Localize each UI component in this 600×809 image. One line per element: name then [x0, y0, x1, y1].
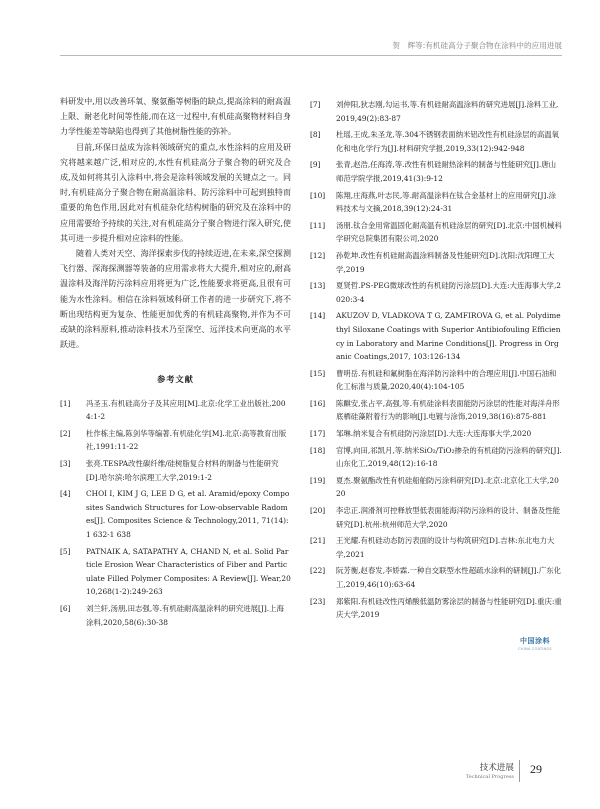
reference-text: 汤朋.钛合金用常温固化耐高温有机硅涂层的研究[D].北京:中国机械科学研究总院集团有限公司,2020: [336, 220, 562, 244]
reference-item: [310, 504, 562, 531]
reference-number: [4]: [60, 489, 71, 499]
reference-text: 刘兰轩,汤朋,田志强,等.有机硅耐高温涂料的研究进展[J].上海涂料,2020,58(6):30-38: [86, 603, 284, 627]
reference-item: [310, 397, 562, 424]
reference-item: [60, 545, 291, 599]
references-title: 参考文献: [157, 374, 194, 385]
reference-item: [60, 602, 291, 629]
logo-mark: 中国涂料: [520, 637, 550, 645]
reference-item: [60, 487, 291, 541]
reference-item: [310, 534, 562, 561]
reference-text: 官博,向田,祁凯月,等.纳米SiO₂/TiO₂掺杂的有机硅防污涂料的研究[J].山东化工,2019,48(12):16-18: [336, 445, 562, 469]
reference-number: [18]: [310, 445, 326, 455]
reference-text: 阮芳衡,赵春发,李娇霖.一种自交联型水性超疏水涂料的研制[J].广东化工,2019,46(10):63-64: [336, 566, 562, 589]
reference-text: 陈翔,庄海燕,叶志民,等.耐高温涂料在钛合金基材上的应用研究[J].涂料技术与文摘,2018,39(12):24-31: [336, 190, 557, 214]
reference-number: [17]: [310, 429, 326, 439]
logo-subtitle: CHINA COATINGS: [518, 647, 552, 651]
reference-item: [310, 189, 562, 216]
reference-text: 张青,赵浩,任海涛,等.改性有机硅耐热涂料的制备与性能研究[J].唐山师范学院学报,2019,41(3):9-12: [336, 160, 557, 183]
reference-item: [310, 427, 562, 441]
reference-text: 张亮.TESPA改性碳纤维/硅树脂复合材料的制备与性能研究[D].哈尔滨:哈尔滨理工大学,2019:1-2: [86, 459, 279, 482]
body-paragraph-2: 目前,环保日益成为涂料领域研究的重点,水性涂料的应用及研究将越来越广泛,相对应的,水性有机硅高分子聚合物的研究及合成,及如何将其引入涂料中,将会是涂料领域发展的关键点之一。同时,有机硅高分子聚合物在耐高温涂料、防污涂料中可起到独特而重要的角色作用,因此对有机硅杂化结构树脂的研究及在涂料中的应用需要给予持续的关注,对有机硅高分子聚合物进行深入研究,使其可进一步提升相对应涂料的性能。: [60, 142, 291, 243]
reference-number: [23]: [310, 596, 326, 606]
reference-text: 杜瑶,王成,朱圣龙,等.304不锈钢表面纳米铝改性有机硅涂层的高温氧化和电化学行为[J].材料研究学报,2019,33(12):942-948: [336, 130, 560, 153]
body-paragraph-1: 料研发中,用以改善环氧、聚氨酯等树脂的缺点,提高涂料的耐高温上限、耐老化时间等性能,而在这一过程中,有机硅高聚物材料自身力学性能差等缺陷也得到了其他树脂性能的弥补。: [60, 97, 291, 137]
reference-text: PATNAIK A, SATAPATHY A, CHAND N, et al. Solid Particle Erosion Wear Characteristics of Fiber and Particulate Filled Polymer Composites: A Review[J]. Wear,2010,268(1-2):249-263: [86, 546, 291, 597]
header-rule: [60, 55, 562, 56]
reference-text: CHOI I, KIM J G, LEE D G, et al. Aramid/epoxy Composites Sandwich Structures for Low-observable Radomes[J]. Composites Science & Technology,2011, 71(14):1 632-1 638: [86, 489, 290, 539]
reference-number: [9]: [310, 160, 321, 170]
reference-item: [310, 279, 562, 306]
reference-item: [310, 367, 562, 394]
reference-text: 郑紫阳.有机硅改性丙烯酸低温防雾涂层的制备与性能研究[D].重庆:重庆大学,2019: [336, 596, 562, 620]
reference-number: [14]: [310, 311, 326, 321]
reference-item: [310, 98, 562, 125]
reference-item: [310, 128, 562, 155]
footer-section-label-en: Technical Progress: [465, 774, 514, 780]
reference-text: 邹琳.纳米复合有机硅防污涂层[D].大连:大连海事大学,2020: [336, 429, 532, 439]
reference-item: [310, 219, 562, 246]
reference-text: AKUZOV D, VLADKOVA T G, ZAMFIROVA G, et al. Polydimethyl Siloxane Coatings with Superior Antibiofouling Efficiency in Laboratory and Marine Conditions[J]. Progress in Organic Coatings,2017, 103:126-134: [336, 311, 561, 362]
reference-item: [310, 564, 562, 591]
reference-number: [15]: [310, 368, 326, 378]
reference-number: [22]: [310, 566, 326, 576]
reference-list-right: [310, 98, 562, 622]
reference-list-left: [60, 397, 291, 630]
body-paragraph-3: 随着人类对天空、海洋探索步伐的持续迈进,在未来,深空探测飞行器、深海探测器等装备的应用需求将大大提升,相对应的,耐高温涂料及海洋防污涂料应用将更为广泛,性能要求将更高,且很有可能为水性涂料。相信在涂料领域科研工作者的进一步研究下,将不断出现结构更为复杂、性能更加优秀的有机硅高聚物,并作为不可或缺的涂料原料,推动涂料技术乃至深空、远洋技术向更高的水平跃进。: [60, 249, 291, 350]
reference-text: 王光耀.有机硅动态防污表面的设计与构筑研究[D].吉林:东北电力大学,2021: [336, 536, 555, 559]
running-header: 贺 辉等:有机硅高分子聚合物在涂料中的应用进展: [392, 41, 562, 50]
reference-number: [16]: [310, 398, 326, 408]
reference-number: [3]: [60, 459, 71, 469]
reference-text: 刘仲阳,狄志刚,勾运书,等.有机硅耐高温涂料的研究进展[J].涂料工业,2019,49(2):83-87: [336, 100, 559, 123]
reference-text: 陈麒安,张占平,高强,等.有机硅涂料表面能防污涂层的性能对海洋舟形底栖硅藻附着行为的影响[J].电镀与涂饰,2019,38(16):875-881: [336, 398, 560, 422]
reference-number: [19]: [310, 475, 326, 485]
reference-item: [310, 595, 562, 622]
reference-text: 杜作栋主编,陈剑华等编著.有机硅化学[M].北京:高等教育出版社,1991:11-22: [86, 428, 287, 452]
reference-item: [310, 474, 562, 501]
reference-item: [310, 309, 562, 363]
footer-divider: [519, 760, 520, 782]
right-column: [310, 98, 562, 625]
reference-text: 曹明岳.有机硅和氟树脂在海洋防污涂料中的合理应用[J].中国石油和化工标准与质量,2020,40(4):104-105: [336, 368, 557, 392]
reference-text: 李忠正.润滑剂可控释放型低表面能海洋防污涂料的设计、制备及性能研究[D].杭州:杭州师范大学,2020: [336, 506, 561, 529]
journal-logo: [512, 636, 558, 651]
reference-number: [2]: [60, 428, 71, 438]
reference-number: [20]: [310, 506, 326, 516]
reference-item: [60, 397, 291, 424]
reference-number: [10]: [310, 190, 326, 200]
reference-text: 夏杰.聚氨酯改性有机硅船舶防污涂料研究[D].北京:北京化工大学,2020: [336, 475, 559, 499]
reference-text: 孙乾坤.改性有机硅耐高温涂料制备及性能研究[D].沈阳:沈阳理工大学,2019: [336, 250, 555, 274]
page-footer: [465, 760, 562, 790]
reference-item: [60, 457, 291, 484]
reference-text: 冯圣玉.有机硅高分子及其应用[M].北京:化学工业出版社,2004:1-2: [86, 398, 286, 422]
reference-number: [21]: [310, 536, 326, 546]
reference-number: [13]: [310, 281, 326, 291]
reference-number: [11]: [310, 220, 326, 230]
reference-number: [6]: [60, 603, 71, 613]
reference-number: [7]: [310, 100, 321, 109]
reference-item: [310, 444, 562, 471]
footer-section-label: 技术进展: [479, 763, 514, 773]
reference-item: [60, 427, 291, 454]
reference-number: [12]: [310, 250, 326, 260]
reference-text: 夏贤哲.PS-PEG微球改性的有机硅防污涂层[D].大连:大连海事大学,2020:3-4: [336, 281, 561, 304]
reference-number: [5]: [60, 546, 71, 556]
left-column: [60, 94, 291, 632]
reference-item: [310, 158, 562, 185]
reference-number: [1]: [60, 398, 71, 408]
reference-item: [310, 249, 562, 276]
reference-number: [8]: [310, 130, 321, 140]
page-number: 29: [530, 762, 542, 776]
